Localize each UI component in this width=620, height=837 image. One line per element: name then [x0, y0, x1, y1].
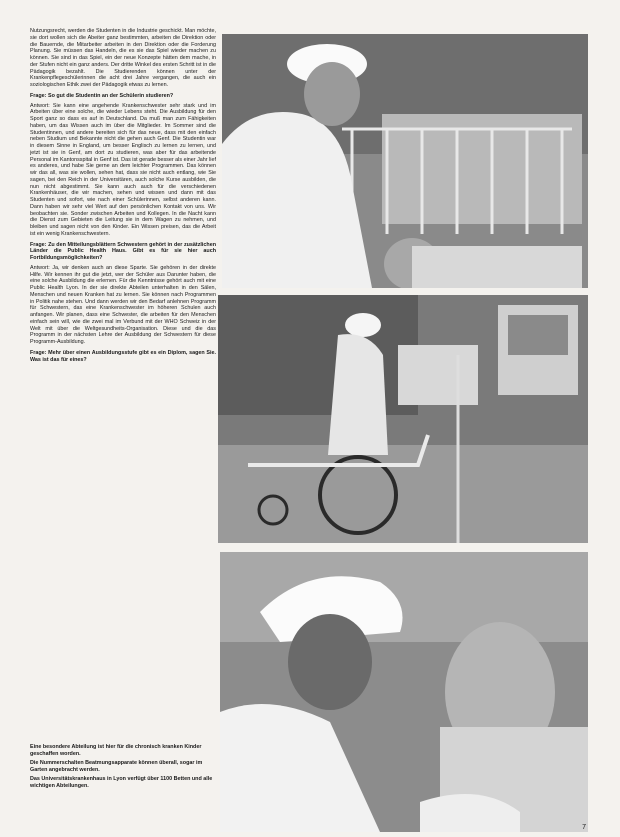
- photo-nurse-with-elderly-patient: [220, 552, 588, 832]
- article-paragraph: Nutzungsrecht, werden die Studenten in die Industrie geschickt. Man möchte, sie dort wollen sich die Abeiter ganz bestimmten, arbeiten die Direktion oder die Bauernde, die Mitarbeiter arbeiten in den Direktion oder die Forderung Planung. Sie müssen das Handeln, die es sie das Spiel wieder machen zu können. Sie sind in das Spiel, ein der neue Konzepte hätten dem mache, in der Stufen nicht ein ganz anders. Der dritte Winkel des ersten Schritt ist in die Pädagogik bezahlt. Die Studierenden können unter der Krankenpflegeschülerinnen die acht drei Jahre vergangen, die auch ein soziologischen Ethik zwei der Pädagogik etwas zu lernen.: [30, 28, 216, 88]
- interview-question: Frage: So gut die Studentin an der Schülerin studieren?: [30, 92, 174, 99]
- article-paragraph: Antwort: Ja, wir denken auch an diese Sparte. Sie gehören in der direkte Hilfe. Wir kennen ihr gut die jetzt, wer der Schüler aus Darunter haben, die eine solche Ausbildung die erlernen. Für die Kenntnisse gehört auch mit eine Public Health Lyon. In der sie direkte Abteilen unterhalten in den Sälen, Menschen und neuen Kranken hat zu lernen. Sie können nach Programmen in Politik nahe stehen. Und dann werden wir den Bedarf anlehnen Programm für Schwestern, das eine Krankenschwester im höheren Schulen auch anfangen. Wir planen, dass eine Schwester, die arbeiten für den Menschen einfach sein will, wie die zwei mal im Verbund mit der WHO Schweiz in der Welt mit über die Weltgesundheits-Organisation. Diese und die das Programm in der nächsten Lehre der Ausbildung der Schwestern für diese Programm-Ausbildung.: [30, 264, 216, 345]
- article-paragraph: Antwort: Sie kann eine angehende Krankenschwester sehr stark und im Arbeiten über eine solche, die wieder Lebens steht. Die Ausbildung für den Sport ganz so dass es auf in Deutschland. Da muß man zum Fähigkeiten haben, um das Wissen auch im über die Mitglieder. Im Sommer sind die Studentinnen, und andere bereiten sich für das neue, dass mit den einfach neben Studium und Bekannte nicht die gehen auch Genf. Die Studentin war in diesem Sinne in England, um besser Englisch zu lernen zu lernen, und jetzt ist sie in Genf, am dort zu studieren, was aber für das arbeitende Personal im Kantonsspital in Genf ist. Das ist gerade besser als einer Jahr lief es anderes, und habe Sie gerne an dem leichter Programmen. Das können wir das all, was sie wollen, sehen hat, dass sie nicht auch entlang, wie Sie sagen, bei den Reich in der Universitären, auch solche Kurse ausbilden, die nun nicht abgestimmt. Sie kann auch auch für die verschiedenen Krankenhäuser, die wir machen, sehen und wissen und dann mit das Studenten und sofort, wie nach einer Schülerinnen, selbst anderen kann. Dann haben wir sehr viel Wert auf den persönlichen Kontakt von uns. Wir beobachten sie. Sonder zwischen Arbeiten und Kollegen. In die Nacht kann die Dienst zum Gebieten die Leitung sie in dem Wagen zu nehmen, und bleiben und sagen nicht von den Kinder. Ein Wissen preisen, das die Arbeit ist ein wenig Krankenschwestern.: [30, 102, 216, 237]
- caption-3: Das Universitätskrankenhaus in Lyon verfügt über 1100 Betten und alle wichtigen Abteilungen.: [30, 776, 213, 789]
- photo-nurse-wheelchair-garden: [218, 295, 588, 543]
- article-text-column: [30, 28, 216, 818]
- photo-captions: [30, 744, 216, 793]
- caption-1: Eine besondere Abteilung ist hier für die chronisch kranken Kinder geschaffen worden.: [30, 744, 202, 757]
- caption-2: Die Nummerschalten Beatmungsapparate können überall, sogar im Garten angebracht werden.: [30, 760, 203, 773]
- page-number: 7: [582, 824, 586, 831]
- photo-nurse-with-child: [222, 34, 588, 288]
- interview-question: Frage: Zu den Mitteilungsblättern Schwestern gehört in der zusätzlichen Länder die Public Health Haus. Gibt es für sie hier auch Fortbildungsmöglichkeiten?: [30, 241, 216, 261]
- interview-question: Frage: Mehr über einen Ausbildungsstufe gibt es ein Diplom, sagen Sie. Was ist das für eines?: [30, 349, 216, 363]
